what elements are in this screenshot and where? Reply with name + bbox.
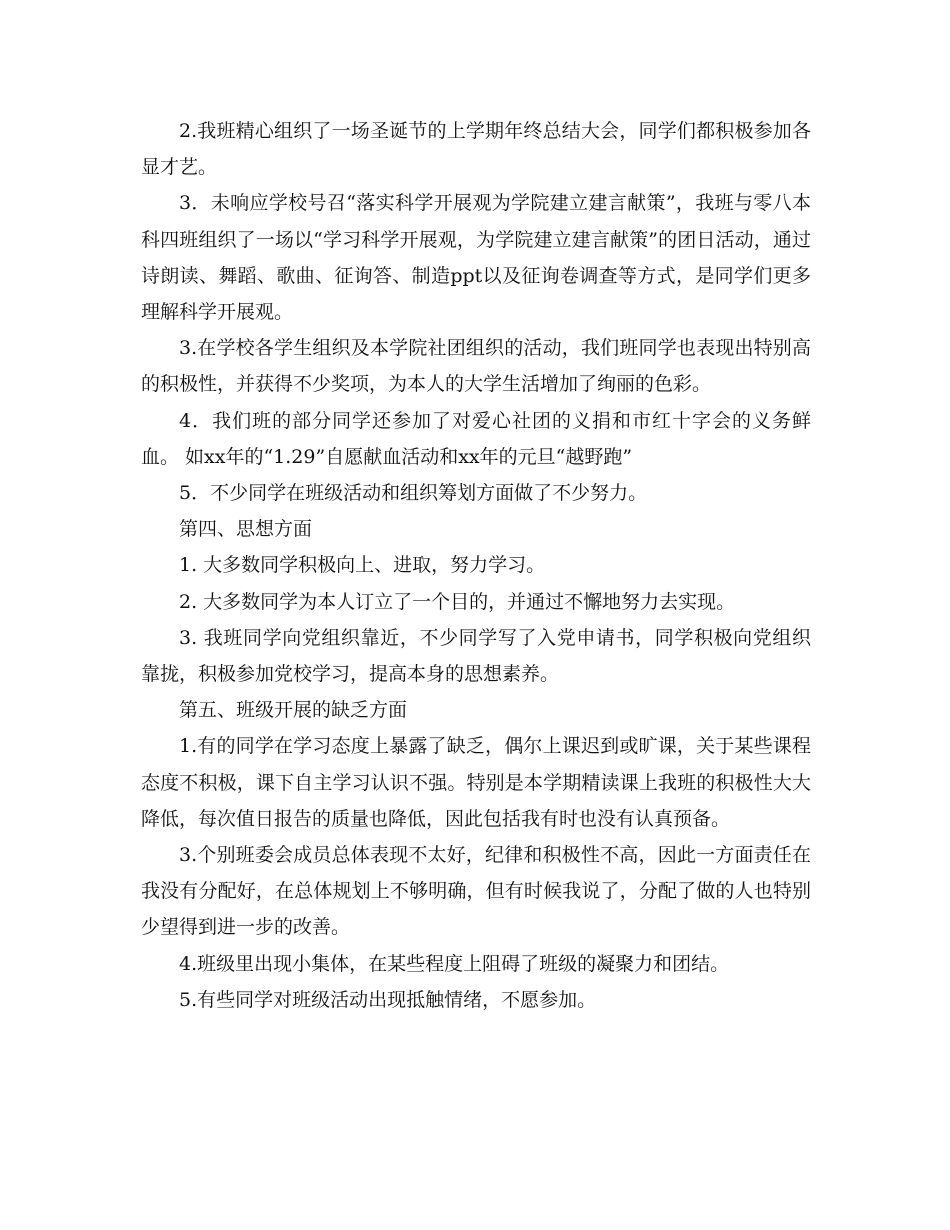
paragraph-activity-science-development: 3．未响应学校号召“落实科学开展观为学院建立建言献策”，我班与零八本科四班组织了一场以“学习科学开展观，为学院建立建言献策”的团日活动，通过诗朗读、舞蹈、歌曲、征询答、制造ppt以及征询卷调查等方式，是同学们更多理解科学开展观。 xyxy=(141,192,811,324)
paragraph-activity-christmas: 2.我班精心组织了一场圣诞节的上学期年终总结大会，同学们都积极参加各显才艺。 xyxy=(141,120,811,179)
paragraph-activity-planning: 5．不少同学在班级活动和组织筹划方面做了不少努力。 xyxy=(179,482,648,505)
paragraph-thought-1: 1. 大多数同学积极向上、进取，努力学习。 xyxy=(179,554,546,577)
section-heading-shortcomings: 第五、班级开展的缺乏方面 xyxy=(179,699,408,722)
paragraph-shortcoming-5: 5.有些同学对班级活动出现抵触情绪，不愿参加。 xyxy=(179,988,597,1011)
paragraph-thought-2: 2. 大多数同学为本人订立了一个目的，并通过不懈地努力去实现。 xyxy=(179,590,736,613)
paragraph-thought-3: 3. 我班同学向党组织靠近，不少同学写了入党申请书，同学积极向党组织靠拢，积极参加党校学习，提高本身的思想素养。 xyxy=(141,626,811,686)
paragraph-shortcoming-1: 1.有的同学在学习态度上暴露了缺乏，偶尔上课迟到或旷课，关于某些课程态度不积极，课下自主学习认识不强。特别是本学期精读课上我班的积极性大大降低，每次值日报告的质量也降低，因此包括我有时也没有认真预备。 xyxy=(141,735,811,830)
paragraph-activity-donation: 4．我们班的部分同学还参加了对爱心社团的义捐和市红十字会的义务鲜血。 如xx年的“1.29”自愿献血活动和xx年的元旦“越野跑” xyxy=(141,409,811,468)
section-heading-thought: 第四、思想方面 xyxy=(179,518,313,541)
paragraph-shortcoming-4: 4.班级里出现小集体，在某些程度上阻碍了班级的凝聚力和团结。 xyxy=(179,952,730,975)
paragraph-activity-clubs: 3.在学校各学生组织及本学院社团组织的活动，我们班同学也表现出特别高的积极性，并获得不少奖项，为本人的大学生活增加了绚丽的色彩。 xyxy=(141,337,811,396)
paragraph-shortcoming-3: 3.个别班委会成员总体表现不太好，纪律和积极性不高，因此一方面责任在我没有分配好，在总体规划上不够明确，但有时候我说了，分配了做的人也特别少望得到进一步的改善。 xyxy=(141,844,811,939)
document-body xyxy=(141,113,811,1018)
